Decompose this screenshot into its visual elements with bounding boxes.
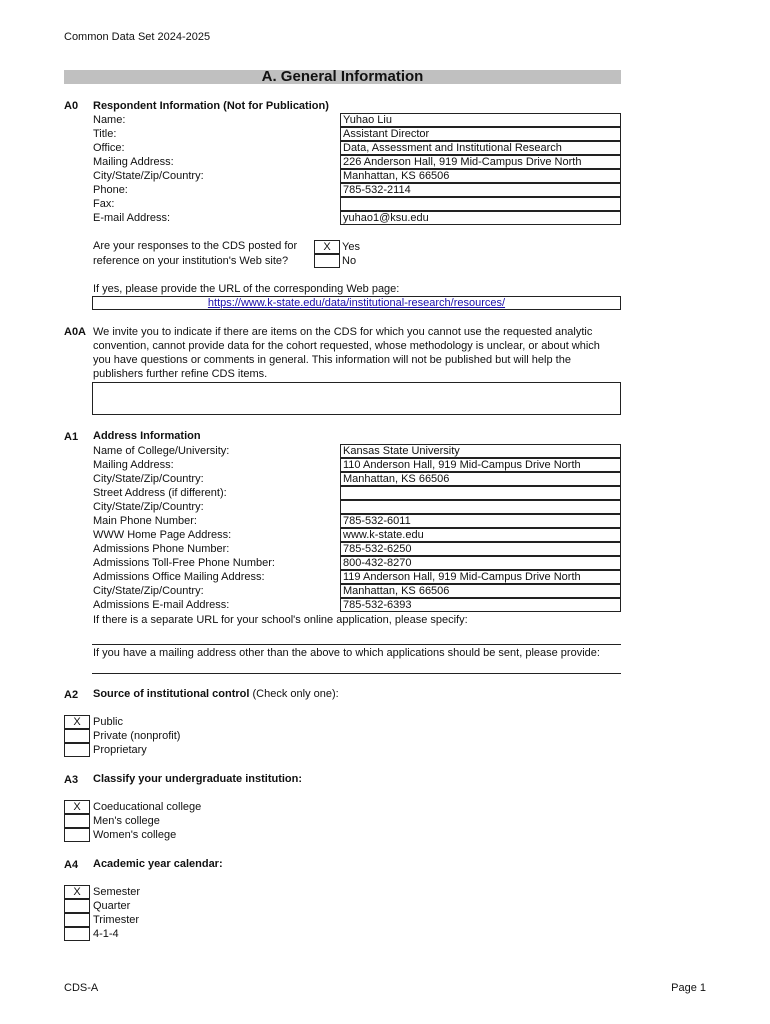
a0a-text-line1: We invite you to indicate if there are items on the CDS for which you cannot use the requested analytic	[93, 326, 593, 338]
a0-label-email: E-mail Address:	[93, 212, 171, 224]
a0-url-link[interactable]: https://www.k-state.edu/data/institutional-research/resources/	[207, 297, 506, 309]
a1-label-admissions-email: Admissions E-mail Address:	[93, 599, 230, 611]
a0-label-city-state-zip: City/State/Zip/Country:	[93, 170, 204, 182]
a4-quarter-label: Quarter	[93, 900, 131, 912]
a1-label-city-state-zip-2: City/State/Zip/Country:	[93, 501, 204, 513]
a1-label-home-page: WWW Home Page Address:	[93, 529, 232, 541]
a0-title-field[interactable]: Assistant Director	[340, 127, 621, 141]
a0-code: A0	[64, 100, 79, 112]
a1-admissions-phone-field[interactable]: 785-532-6250	[340, 542, 621, 556]
a1-mailing-address-field[interactable]: 110 Anderson Hall, 919 Mid-Campus Drive North	[340, 458, 621, 472]
a0-fax-field[interactable]	[340, 197, 621, 211]
a1-admissions-mailing-field[interactable]: 119 Anderson Hall, 919 Mid-Campus Drive North	[340, 570, 621, 584]
a0-phone-field[interactable]: 785-532-2114	[340, 183, 621, 197]
a1-label-admissions-mailing: Admissions Office Mailing Address:	[93, 571, 265, 583]
a4-trimester-checkbox[interactable]	[64, 913, 90, 927]
a1-label-main-phone: Main Phone Number:	[93, 515, 197, 527]
a0-posted-question-line1: Are your responses to the CDS posted for	[93, 240, 298, 252]
a2-private-label: Private (nonprofit)	[93, 730, 181, 742]
a0a-text-line4: publishers further refine CDS items.	[93, 368, 268, 380]
a1-label-admissions-phone: Admissions Phone Number:	[93, 543, 230, 555]
a3-mens-checkbox[interactable]	[64, 814, 90, 828]
a3-coed-checkbox[interactable]: X	[64, 800, 90, 814]
a1-city-state-zip-field[interactable]: Manhattan, KS 66506	[340, 472, 621, 486]
a0-email-field[interactable]: yuhao1@ksu.edu	[340, 211, 621, 225]
a3-womens-label: Women's college	[93, 829, 177, 841]
a1-label-city-state-zip-3: City/State/Zip/Country:	[93, 585, 204, 597]
a0-url-prompt: If yes, please provide the URL of the corresponding Web page:	[93, 283, 400, 295]
a4-414-label: 4-1-4	[93, 928, 119, 940]
a2-heading: Source of institutional control	[93, 688, 250, 700]
a0a-response-box[interactable]	[92, 382, 621, 415]
a3-mens-label: Men's college	[93, 815, 160, 827]
a0-label-phone: Phone:	[93, 184, 128, 196]
a3-womens-checkbox[interactable]	[64, 828, 90, 842]
a2-heading-line	[93, 687, 339, 701]
a1-label-street-address: Street Address (if different):	[93, 487, 227, 499]
a1-label-mailing-address: Mailing Address:	[93, 459, 174, 471]
a0-mailing-address-field[interactable]: 226 Anderson Hall, 919 Mid-Campus Drive North	[340, 155, 621, 169]
a2-note: (Check only one):	[249, 688, 339, 700]
a0a-text-line3: you have questions or comments in general. This information will not be published but will help the	[93, 354, 571, 366]
a0-yes-checkbox[interactable]: X	[314, 240, 340, 254]
a1-admissions-email-field[interactable]: 785-532-6393	[340, 598, 621, 612]
a1-code: A1	[64, 431, 79, 443]
a4-trimester-label: Trimester	[93, 914, 140, 926]
a4-quarter-checkbox[interactable]	[64, 899, 90, 913]
a4-semester-checkbox[interactable]: X	[64, 885, 90, 899]
a1-label-college-name: Name of College/University:	[93, 445, 230, 457]
a3-heading: Classify your undergraduate institution:	[93, 773, 303, 785]
a4-code: A4	[64, 859, 79, 871]
footer-page-number: Page 1	[671, 982, 706, 994]
a0-city-state-zip-field[interactable]: Manhattan, KS 66506	[340, 169, 621, 183]
a4-semester-label: Semester	[93, 886, 141, 898]
a0-url-field	[92, 296, 621, 310]
a0-no-label: No	[342, 255, 357, 267]
section-title: A. General Information	[261, 68, 424, 85]
a1-street-address-field[interactable]	[340, 486, 621, 500]
a3-coed-label: Coeducational college	[93, 801, 202, 813]
document-title: Common Data Set 2024-2025	[64, 31, 211, 43]
a1-label-toll-free: Admissions Toll-Free Phone Number:	[93, 557, 275, 569]
a0-no-checkbox[interactable]	[314, 254, 340, 268]
a1-online-app-prompt: If there is a separate URL for your school's online application, please specify:	[93, 614, 468, 626]
a0-label-mailing-address: Mailing Address:	[93, 156, 174, 168]
a1-label-city-state-zip: City/State/Zip/Country:	[93, 473, 204, 485]
a0a-text-line2: convention, cannot provide data for the cohort requested, whose methodology is unclear, or about which	[93, 340, 600, 352]
a0-yes-label: Yes	[342, 241, 360, 253]
a1-online-app-underline	[92, 644, 621, 645]
a1-toll-free-field[interactable]: 800-432-8270	[340, 556, 621, 570]
a0a-code: A0A	[64, 326, 87, 338]
a2-public-label: Public	[93, 716, 123, 728]
a1-heading: Address Information	[93, 430, 201, 442]
a1-online-app-field[interactable]	[93, 629, 620, 643]
a0-office-field[interactable]: Data, Assessment and Institutional Research	[340, 141, 621, 155]
a0-label-title: Title:	[93, 128, 117, 140]
a2-proprietary-label: Proprietary	[93, 744, 147, 756]
a3-code: A3	[64, 774, 79, 786]
a1-mailing-underline	[92, 673, 621, 674]
a1-home-page-field[interactable]: www.k-state.edu	[340, 528, 621, 542]
a2-private-checkbox[interactable]	[64, 729, 90, 743]
a1-city-state-zip-3-field[interactable]: Manhattan, KS 66506	[340, 584, 621, 598]
a0-name-field[interactable]: Yuhao Liu	[340, 113, 621, 127]
a4-414-checkbox[interactable]	[64, 927, 90, 941]
a1-mailing-prompt: If you have a mailing address other than the above to which applications should be sent, please provide:	[93, 647, 600, 659]
a1-main-phone-field[interactable]: 785-532-6011	[340, 514, 621, 528]
a0-heading: Respondent Information (Not for Publication)	[93, 100, 329, 112]
a1-college-name-field[interactable]: Kansas State University	[340, 444, 621, 458]
a2-proprietary-checkbox[interactable]	[64, 743, 90, 757]
a4-heading: Academic year calendar:	[93, 858, 223, 870]
a0-posted-question-line2: reference on your institution's Web site?	[93, 255, 289, 267]
a2-public-checkbox[interactable]: X	[64, 715, 90, 729]
a0-label-name: Name:	[93, 114, 126, 126]
footer-section-code: CDS-A	[64, 982, 99, 994]
a2-code: A2	[64, 689, 79, 701]
a1-city-state-zip-2-field[interactable]	[340, 500, 621, 514]
a1-mailing-field[interactable]	[93, 660, 620, 672]
a0-label-office: Office:	[93, 142, 125, 154]
a0-label-fax: Fax:	[93, 198, 115, 210]
